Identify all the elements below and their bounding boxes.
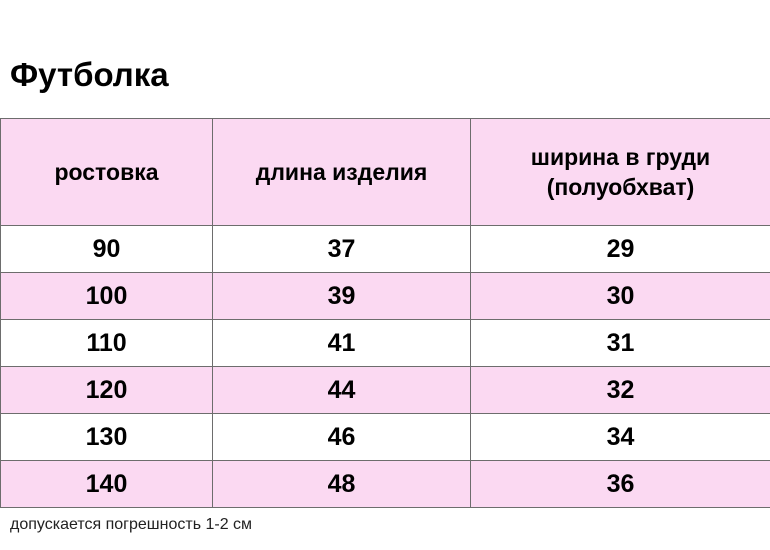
table-body	[1, 226, 770, 508]
table-header	[1, 119, 770, 226]
cell-length: 37	[213, 226, 471, 273]
table-row	[1, 273, 770, 320]
column-header-height: ростовка	[1, 119, 213, 226]
cell-length: 39	[213, 273, 471, 320]
cell-chest: 32	[471, 367, 770, 414]
column-header-chest-line1: ширина в груди	[530, 144, 711, 170]
cell-chest: 36	[471, 461, 770, 508]
cell-height: 120	[1, 367, 213, 414]
cell-height: 130	[1, 414, 213, 461]
column-header-chest	[471, 119, 770, 226]
cell-height: 110	[1, 320, 213, 367]
cell-chest: 34	[471, 414, 770, 461]
cell-chest: 30	[471, 273, 770, 320]
cell-height: 100	[1, 273, 213, 320]
cell-length: 41	[213, 320, 471, 367]
cell-length: 44	[213, 367, 471, 414]
column-header-length: длина изделия	[213, 119, 471, 226]
tolerance-note: допускается погрешность 1-2 см	[10, 516, 253, 533]
table-row	[1, 461, 770, 508]
size-table	[0, 118, 770, 508]
table-header-row	[1, 119, 770, 226]
table-row	[1, 414, 770, 461]
table-row	[1, 226, 770, 273]
cell-chest: 31	[471, 320, 770, 367]
table-row	[1, 320, 770, 367]
cell-chest: 29	[471, 226, 770, 273]
cell-height: 140	[1, 461, 213, 508]
page-title: Футболка	[10, 56, 169, 93]
table-row	[1, 367, 770, 414]
cell-length: 48	[213, 461, 471, 508]
column-header-chest-line2: (полуобхват)	[546, 174, 695, 200]
cell-height: 90	[1, 226, 213, 273]
cell-length: 46	[213, 414, 471, 461]
